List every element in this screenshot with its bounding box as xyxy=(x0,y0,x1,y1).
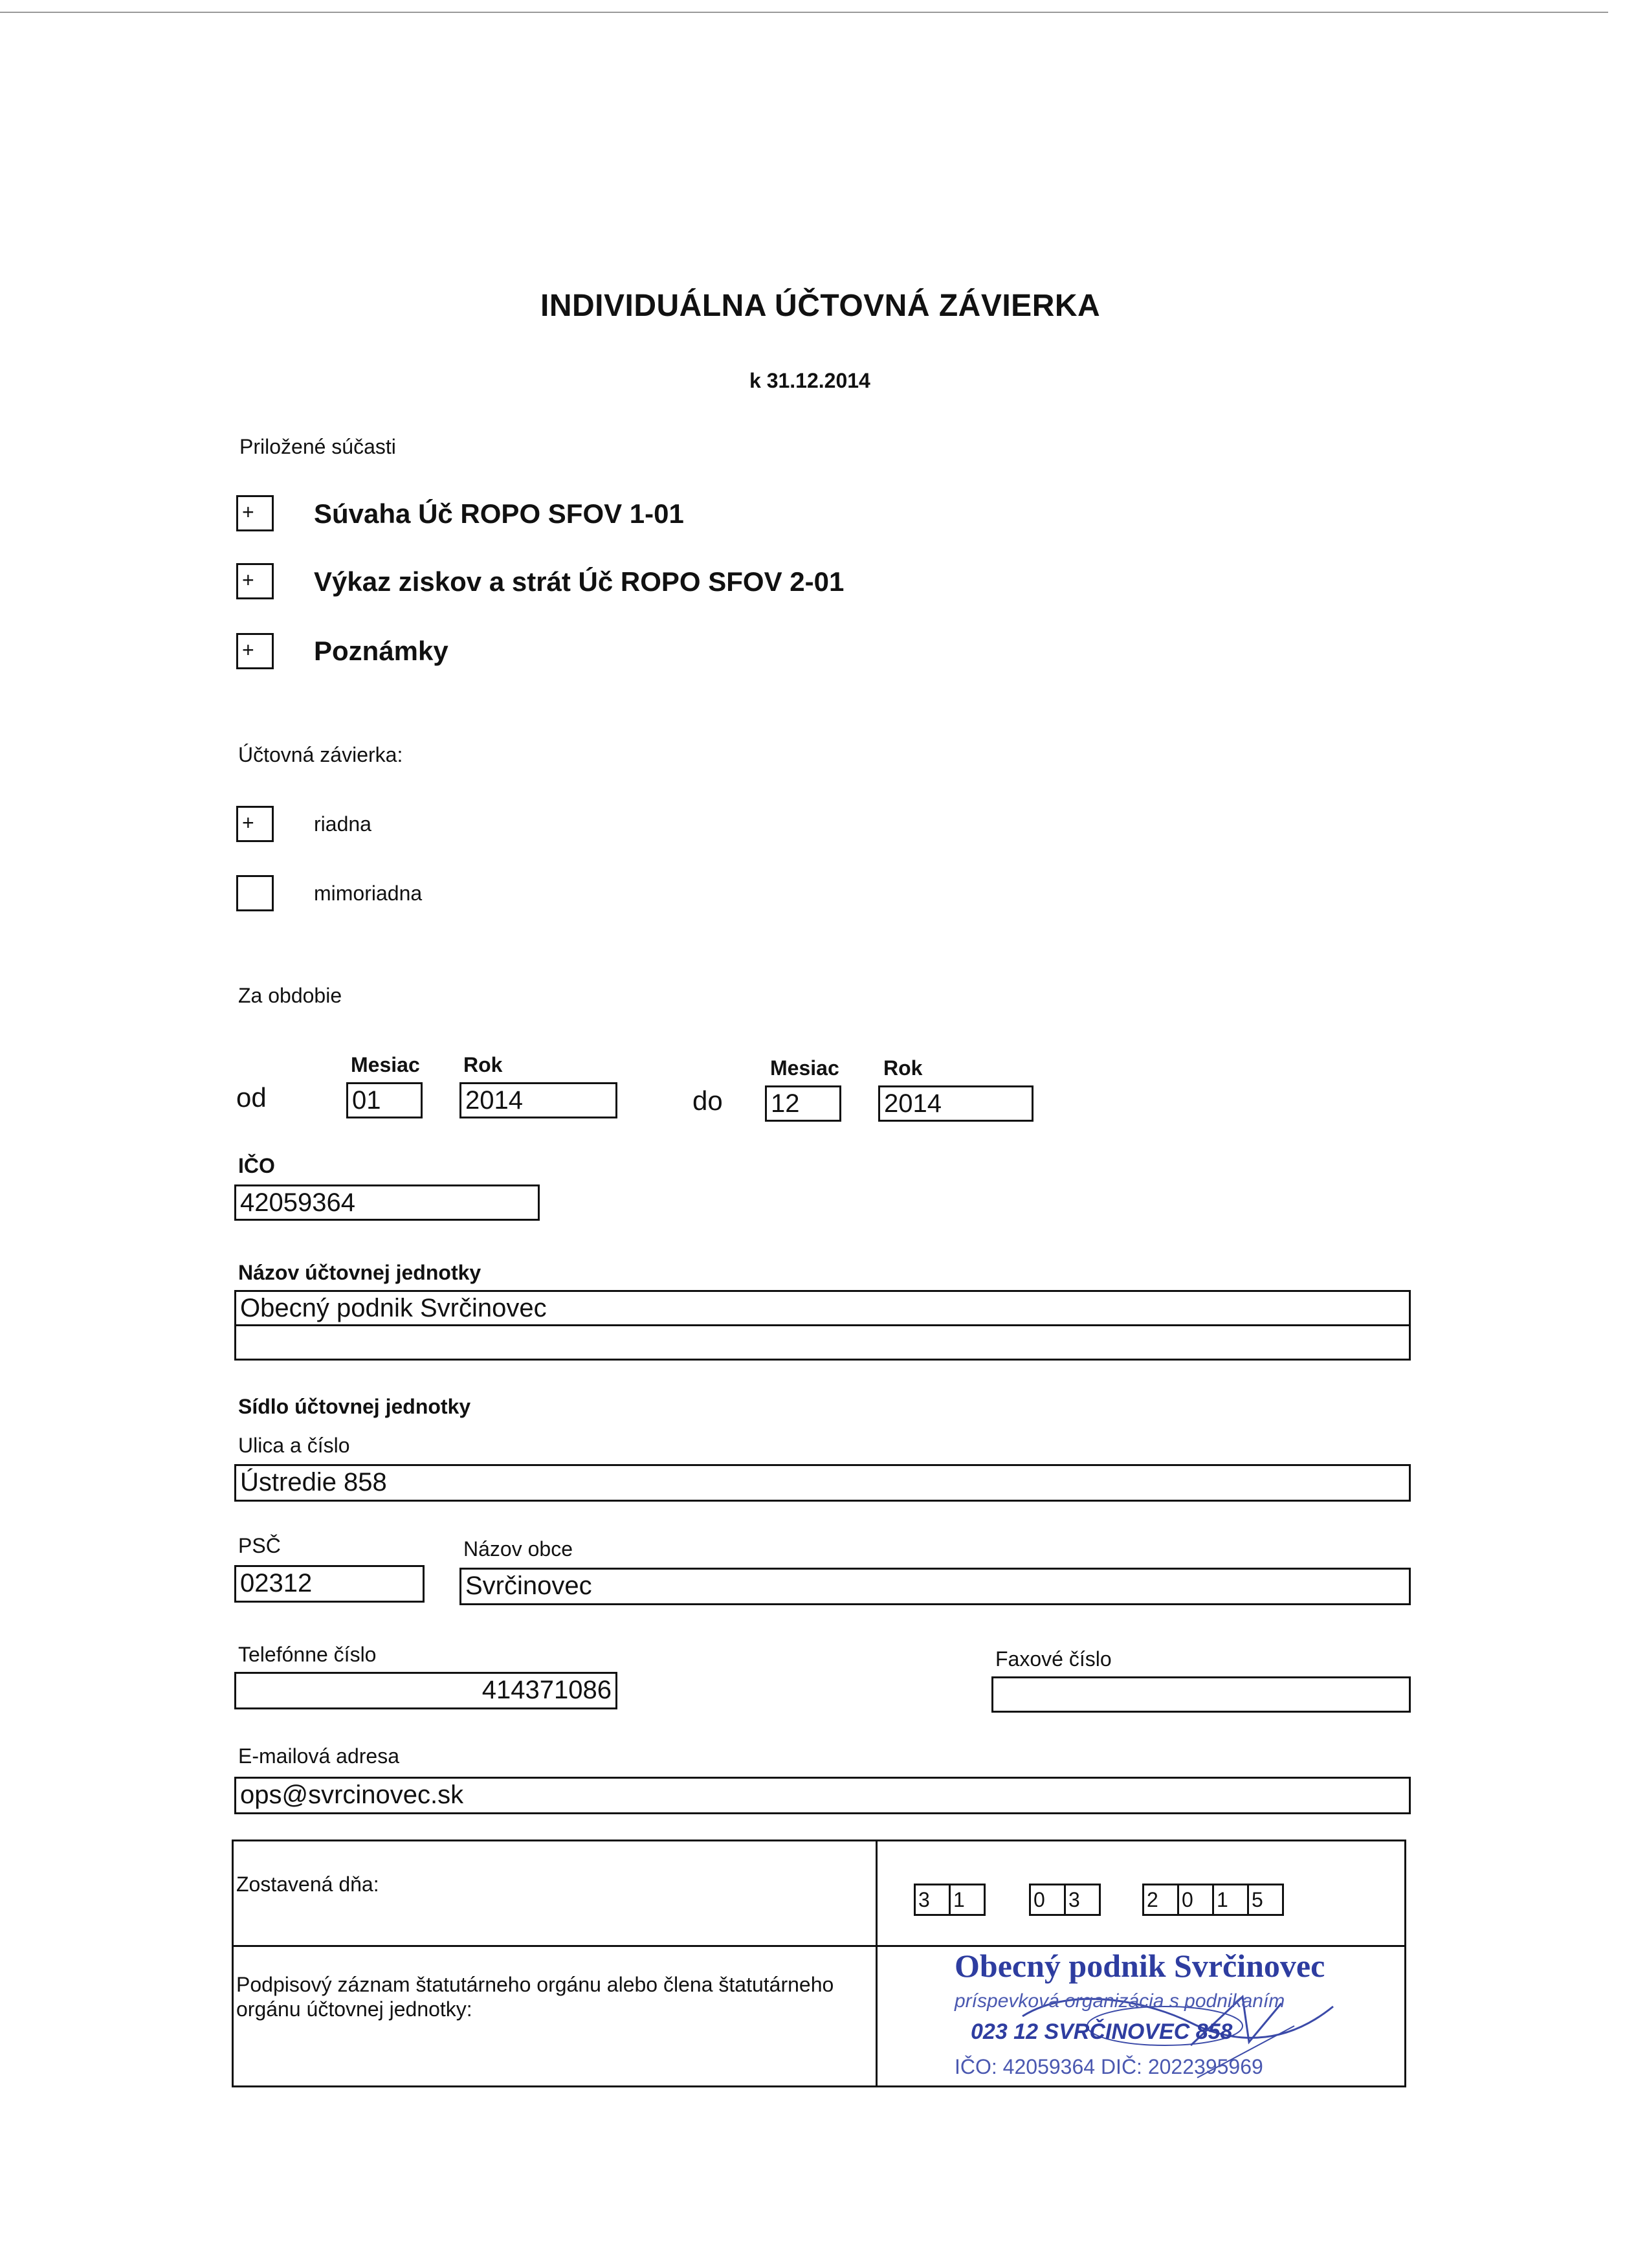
from-label: od xyxy=(236,1082,267,1113)
to-label: do xyxy=(692,1085,723,1116)
period-heading: Za obdobie xyxy=(238,984,342,1007)
city-field[interactable]: Svrčinovec xyxy=(459,1568,1411,1605)
to-month-label: Mesiac xyxy=(770,1056,839,1080)
closing-checkbox-extraordinary[interactable] xyxy=(236,875,274,911)
street-field[interactable]: Ústredie 858 xyxy=(234,1464,1411,1502)
closing-label-extraordinary: mimoriadna xyxy=(314,882,423,905)
attachment-label-balance-sheet: Súvaha Úč ROPO SFOV 1-01 xyxy=(314,498,684,529)
phone-field[interactable]: 414371086 xyxy=(234,1672,617,1709)
to-year-label: Rok xyxy=(883,1056,923,1080)
compiled-year-digit-4[interactable]: 5 xyxy=(1247,1884,1284,1916)
email-field[interactable]: ops@svrcinovec.sk xyxy=(234,1777,1411,1814)
compiled-year-digit-2[interactable]: 0 xyxy=(1177,1884,1214,1916)
ico-label: IČO xyxy=(238,1154,275,1177)
stamp-line-1: Obecný podnik Svrčinovec xyxy=(955,1948,1325,1984)
closing-checkbox-regular[interactable]: + xyxy=(236,806,274,842)
compiled-day-digit-1[interactable]: 3 xyxy=(914,1884,951,1916)
closing-type-heading: Účtovná závierka: xyxy=(238,743,403,766)
as-of-date: k 31.12.2014 xyxy=(749,369,870,392)
attachments-heading: Priložené súčasti xyxy=(239,435,396,458)
compiled-label: Zostavená dňa: xyxy=(236,1873,379,1896)
closing-label-regular: riadna xyxy=(314,812,371,836)
compiled-year-digit-1[interactable]: 2 xyxy=(1142,1884,1179,1916)
stamp-line-3: 023 12 SVRČINOVEC 858 xyxy=(971,2019,1233,2044)
entity-name-field-line1[interactable]: Obecný podnik Svrčinovec xyxy=(234,1290,1411,1326)
attachment-checkbox-balance-sheet[interactable]: + xyxy=(236,495,274,531)
psc-label: PSČ xyxy=(238,1534,281,1557)
stamp-line-4: IČO: 42059364 DIČ: 2022395969 xyxy=(955,2055,1263,2078)
ico-field[interactable]: 42059364 xyxy=(234,1184,540,1221)
city-label: Názov obce xyxy=(463,1537,573,1561)
document-title: INDIVIDUÁLNA ÚČTOVNÁ ZÁVIERKA xyxy=(540,289,1101,323)
fax-label: Faxové číslo xyxy=(995,1647,1112,1671)
to-year-field[interactable]: 2014 xyxy=(878,1085,1034,1122)
to-month-field[interactable]: 12 xyxy=(765,1085,841,1122)
attachment-label-profit-loss: Výkaz ziskov a strát Úč ROPO SFOV 2-01 xyxy=(314,566,845,597)
compiled-month-digit-1[interactable]: 0 xyxy=(1029,1884,1066,1916)
attachment-checkbox-notes[interactable]: + xyxy=(236,633,274,669)
signature-panel-divider-vertical xyxy=(876,1840,878,2087)
compiled-year-digit-3[interactable]: 1 xyxy=(1212,1884,1249,1916)
email-label: E-mailová adresa xyxy=(238,1744,399,1768)
from-year-field[interactable]: 2014 xyxy=(459,1082,617,1118)
street-label: Ulica a číslo xyxy=(238,1434,350,1457)
signature-label: Podpisový záznam štatutárneho orgánu alebo člena štatutárneho orgánu účtovnej jednotky: xyxy=(236,1973,834,2021)
entity-name-label: Názov účtovnej jednotky xyxy=(238,1261,481,1284)
psc-field[interactable]: 02312 xyxy=(234,1565,425,1603)
entity-name-field-line2[interactable] xyxy=(234,1324,1411,1361)
phone-label: Telefónne číslo xyxy=(238,1643,377,1666)
from-month-field[interactable]: 01 xyxy=(346,1082,423,1118)
fax-field[interactable] xyxy=(991,1676,1411,1713)
attachment-label-notes: Poznámky xyxy=(314,636,448,666)
page-top-rule xyxy=(0,12,1608,13)
from-month-label: Mesiac xyxy=(351,1053,420,1076)
compiled-month-digit-2[interactable]: 3 xyxy=(1064,1884,1101,1916)
attachment-checkbox-profit-loss[interactable]: + xyxy=(236,563,274,599)
compiled-day-digit-2[interactable]: 1 xyxy=(949,1884,986,1916)
from-year-label: Rok xyxy=(463,1053,503,1076)
address-heading: Sídlo účtovnej jednotky xyxy=(238,1395,471,1418)
stamp-line-2: príspevková organizácia s podnikaním xyxy=(955,1990,1285,2012)
